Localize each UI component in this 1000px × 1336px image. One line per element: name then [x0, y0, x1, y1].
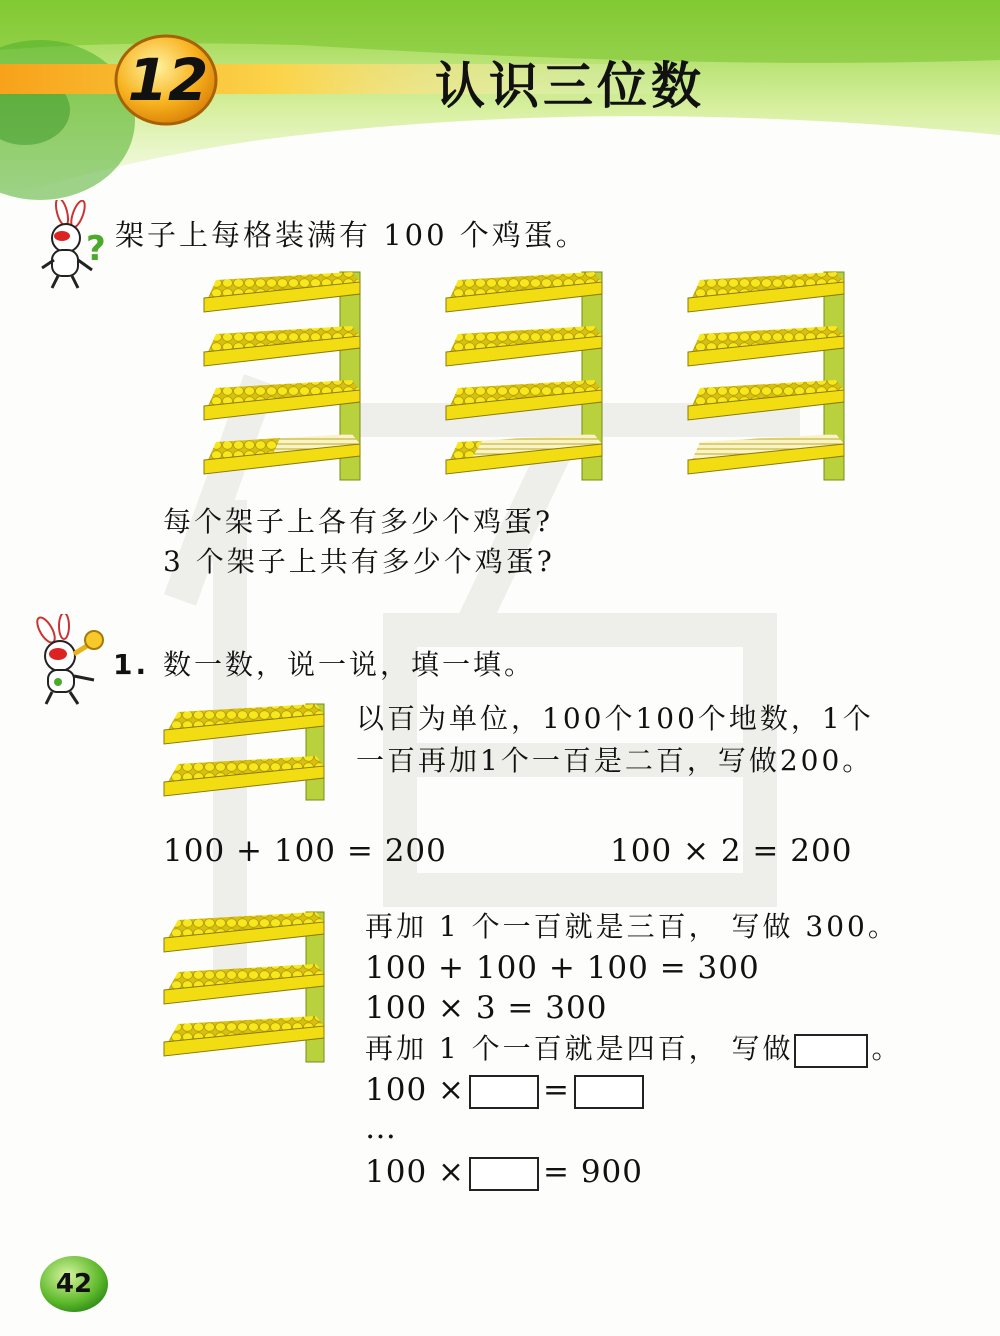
ellipsis: … — [365, 1110, 397, 1146]
egg-rack-two-tiers — [160, 700, 330, 804]
answer-blank-multiplier-9[interactable] — [469, 1157, 539, 1191]
line-three-hundred: 再加 1 个一百就是三百， 写做 300。 — [365, 910, 899, 943]
svg-text:?: ? — [86, 229, 106, 269]
unit-number: 12 — [127, 46, 209, 114]
egg-racks-illustration — [200, 268, 850, 484]
equation-400-prefix: 100 × — [365, 1072, 465, 1108]
equation-300-multiplication: 100 × 3 = 300 — [365, 990, 608, 1026]
explanation-line-1: 以百为单位，100个100个地数，1个 — [356, 702, 874, 735]
equation-300-addition: 100 + 100 + 100 = 300 — [365, 950, 760, 986]
answer-blank-product-4[interactable] — [574, 1075, 644, 1109]
equation-900-suffix: = 900 — [543, 1154, 643, 1190]
explanation-line-2: 一百再加1个一百是二百，写做200。 — [356, 744, 874, 777]
period: 。 — [871, 1032, 903, 1065]
equation-900-prefix: 100 × — [365, 1154, 465, 1190]
rabbit-trumpet-mascot-icon — [24, 614, 108, 706]
equation-addition: 100 + 100 = 200 — [163, 833, 447, 869]
page-number: 42 — [55, 1269, 93, 1299]
answer-blank-400[interactable] — [794, 1034, 868, 1068]
exercise-instruction: 数一数，说一说，填一填。 — [163, 648, 536, 681]
question-1: 每个架子上各有多少个鸡蛋? — [163, 505, 554, 538]
egg-rack-three-tiers — [160, 908, 330, 1068]
equation-900 — [365, 1154, 643, 1191]
equation-400 — [365, 1072, 648, 1109]
exercise-number: 1. — [113, 648, 150, 681]
rabbit-question-mascot-icon — [22, 200, 110, 292]
line-four-hundred — [365, 1032, 903, 1068]
equation-multiplication: 100 × 2 = 200 — [610, 833, 853, 869]
intro-statement: 架子上每格装满有 100 个鸡蛋。 — [115, 218, 588, 252]
question-2: 3 个架子上共有多少个鸡蛋? — [163, 545, 555, 578]
equation-400-equals: = — [543, 1072, 570, 1108]
answer-blank-multiplier-4[interactable] — [469, 1075, 539, 1109]
line-four-hundred-text: 再加 1 个一百就是四百， 写做 — [365, 1032, 794, 1065]
page-title: 认识三位数 — [435, 56, 705, 115]
